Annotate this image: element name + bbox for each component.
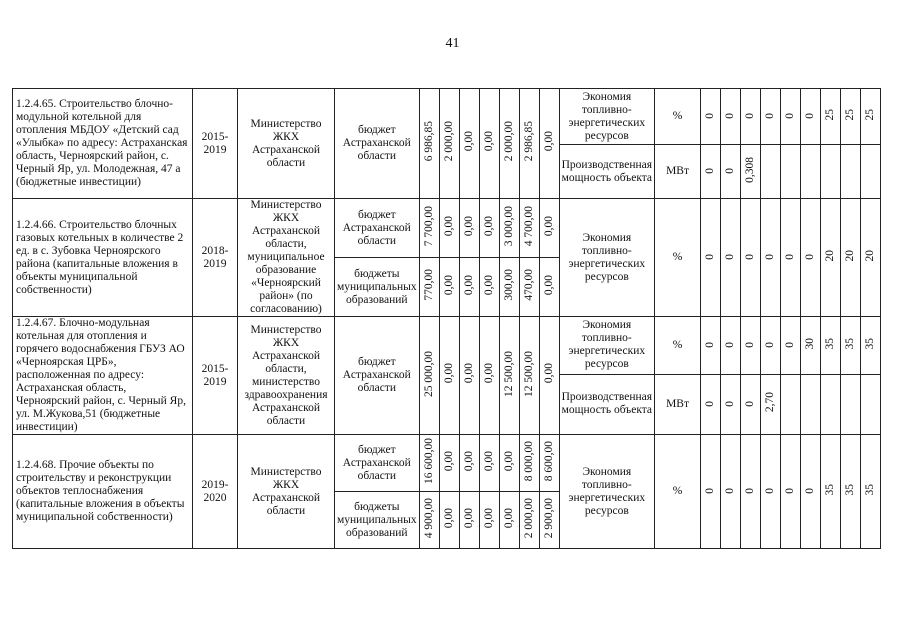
funding-amount-value: 8 000,00: [522, 440, 535, 482]
funding-amount-value: 2 986,85: [522, 121, 535, 162]
program-table: [12, 88, 881, 549]
indicator-value: [861, 435, 881, 549]
indicator-value: [761, 435, 781, 549]
indicator-value-value: 20: [844, 249, 857, 262]
indicator-value-value: 0: [764, 113, 777, 119]
indicator-value: [801, 435, 821, 549]
indicator-value: [741, 199, 761, 317]
executor: Министерство ЖКХ Астраханской области: [238, 89, 335, 199]
page-number: 41: [445, 36, 460, 51]
funding-amount-value: 12 500,00: [522, 350, 535, 397]
indicator-value: [861, 374, 881, 434]
funding-amount: [539, 492, 559, 549]
indicator-value-value: 0: [704, 168, 717, 174]
funding-amount: [439, 89, 459, 199]
funding-amount-value: 0,00: [462, 507, 475, 529]
indicator-value: [761, 145, 781, 199]
indicator-value-value: 0: [724, 254, 737, 260]
indicator-value: [821, 89, 841, 145]
funding-amount: [459, 435, 479, 492]
funding-amount: [479, 317, 499, 435]
funding-amount: [479, 199, 499, 258]
indicator-value-value: 0: [784, 113, 797, 119]
indicator-unit: %: [655, 199, 701, 317]
executor: Министерство ЖКХ Астраханской области, министерство здравоохранения Астраханской области: [238, 317, 335, 435]
funding-amount-value: 0,00: [442, 363, 455, 384]
funding-amount-value: 0,00: [442, 507, 455, 529]
funding-amount: [479, 435, 499, 492]
funding-amount-value: 0,00: [542, 215, 555, 237]
indicator-value-value: 0: [784, 254, 797, 260]
funding-source: бюджет Астраханской области: [335, 435, 420, 492]
indicator-name: Экономия топливно-энергетических ресурсов: [559, 89, 654, 145]
indicator-value: [781, 317, 801, 375]
funding-amount: [459, 317, 479, 435]
funding-amount-value: 0,00: [542, 131, 555, 152]
funding-amount-value: 2 000,00: [502, 121, 515, 162]
funding-amount: [419, 258, 439, 317]
indicator-value: [841, 317, 861, 375]
table-row: [13, 89, 881, 145]
funding-source: бюджеты муниципальных образований: [335, 258, 420, 317]
funding-amount-value: 470,00: [522, 269, 535, 301]
funding-amount-value: 0,00: [542, 274, 555, 296]
indicator-value-value: 0: [784, 488, 797, 494]
indicator-value-value: 0: [704, 401, 717, 407]
indicator-value-value: 0: [784, 342, 797, 348]
period-years: 2015-2019: [193, 89, 238, 199]
indicator-value: [781, 199, 801, 317]
funding-amount-value: 4 700,00: [522, 205, 535, 247]
indicator-value: [861, 199, 881, 317]
indicator-unit: %: [655, 317, 701, 375]
indicator-value: [701, 145, 721, 199]
funding-amount: [439, 317, 459, 435]
indicator-value-value: 0: [804, 488, 817, 494]
indicator-value: [701, 89, 721, 145]
indicator-value-value: 0: [724, 401, 737, 407]
indicator-value-value: 25: [824, 108, 837, 121]
indicator-value: [741, 374, 761, 434]
funding-amount-value: 2 900,00: [542, 497, 555, 539]
funding-amount: [499, 199, 519, 258]
funding-amount-value: 0,00: [462, 215, 475, 237]
indicator-value-value: 30: [804, 337, 817, 350]
indicator-value: [721, 317, 741, 375]
indicator-value: [821, 374, 841, 434]
indicator-value: [841, 199, 861, 317]
funding-amount: [539, 89, 559, 199]
indicator-name: Экономия топливно-энергетических ресурсов: [559, 199, 654, 317]
funding-amount: [439, 199, 459, 258]
indicator-value: [801, 89, 821, 145]
funding-amount: [519, 435, 539, 492]
indicator-value-value: 2,70: [764, 392, 777, 413]
indicator-value-value: 35: [864, 483, 877, 496]
indicator-value-value: 0: [744, 113, 757, 119]
funding-amount-value: 0,00: [462, 274, 475, 296]
indicator-value: [741, 317, 761, 375]
funding-amount-value: 16 600,00: [422, 438, 435, 484]
funding-amount: [519, 492, 539, 549]
table-row: [13, 199, 881, 258]
indicator-unit: МВт: [655, 145, 701, 199]
indicator-value: [841, 374, 861, 434]
funding-amount-value: 4 900,00: [422, 497, 435, 539]
funding-amount-value: 770,00: [422, 269, 435, 301]
indicator-value: [721, 435, 741, 549]
indicator-value: [821, 199, 841, 317]
measure-description: 1.2.4.68. Прочие объекты по строительству и реконструкции объектов теплоснабжения (капитальные вложения в объекты муниципальной собственности): [13, 435, 193, 549]
funding-amount-value: 0,00: [442, 215, 455, 237]
funding-amount: [539, 258, 559, 317]
funding-amount: [499, 317, 519, 435]
funding-amount-value: 0,00: [542, 363, 555, 384]
indicator-value: [701, 435, 721, 549]
funding-amount: [439, 492, 459, 549]
indicator-value: [861, 317, 881, 375]
funding-amount-value: 300,00: [502, 269, 515, 301]
funding-amount: [439, 258, 459, 317]
indicator-value-value: 35: [824, 483, 837, 496]
measure-description: 1.2.4.67. Блочно-модульная котельная для отопления и горячего водоснабжения ГБУЗ АО «Черноярская ЦРБ», расположенная по адресу: Астраханская область, Черноярский район, с. Черный Яр, ул. М.Жукова,51 (бюджетные инвестиции): [13, 317, 193, 435]
indicator-value: [701, 199, 721, 317]
funding-amount-value: 0,00: [482, 215, 495, 237]
funding-amount: [479, 492, 499, 549]
funding-amount: [459, 492, 479, 549]
funding-amount: [459, 89, 479, 199]
funding-amount: [419, 199, 439, 258]
funding-amount-value: 0,00: [482, 507, 495, 529]
funding-amount-value: 0,00: [442, 450, 455, 472]
indicator-value: [741, 145, 761, 199]
funding-amount-value: 2 000,00: [442, 121, 455, 162]
indicator-value-value: 35: [824, 337, 837, 350]
indicator-value-value: 0: [724, 168, 737, 174]
funding-amount-value: 8 600,00: [542, 440, 555, 482]
indicator-value: [801, 145, 821, 199]
indicator-value-value: 0: [724, 113, 737, 119]
indicator-value-value: 0: [724, 488, 737, 494]
funding-amount: [539, 199, 559, 258]
indicator-value: [801, 317, 821, 375]
funding-amount: [419, 435, 439, 492]
funding-amount-value: 0,00: [482, 274, 495, 296]
indicator-value-value: 0: [704, 113, 717, 119]
period-years: 2018-2019: [193, 199, 238, 317]
indicator-value: [741, 435, 761, 549]
indicator-value: [781, 374, 801, 434]
indicator-value: [821, 317, 841, 375]
funding-amount-value: 25 000,00: [422, 350, 435, 397]
indicator-name: Экономия топливно-энергетических ресурсов: [559, 435, 654, 549]
funding-amount-value: 12 500,00: [502, 350, 515, 397]
funding-amount-value: 0,00: [502, 507, 515, 529]
funding-amount-value: 2 000,00: [522, 497, 535, 539]
indicator-value: [721, 199, 741, 317]
indicator-value: [801, 199, 821, 317]
indicator-value: [741, 89, 761, 145]
indicator-value: [701, 317, 721, 375]
indicator-value: [781, 89, 801, 145]
indicator-value: [721, 89, 741, 145]
period-years: 2019-2020: [193, 435, 238, 549]
funding-amount-value: 3 000,00: [502, 205, 515, 247]
indicator-value: [761, 317, 781, 375]
indicator-name: Экономия топливно-энергетических ресурсов: [559, 317, 654, 375]
indicator-value-value: 0: [744, 254, 757, 260]
funding-amount: [539, 435, 559, 492]
funding-amount: [419, 317, 439, 435]
funding-amount-value: 6 986,85: [422, 121, 435, 162]
indicator-value: [721, 374, 741, 434]
indicator-value-value: 25: [864, 108, 877, 121]
indicator-value-value: 0: [764, 488, 777, 494]
funding-source: бюджет Астраханской области: [335, 89, 420, 199]
funding-source: бюджет Астраханской области: [335, 199, 420, 258]
funding-amount: [499, 435, 519, 492]
indicator-value-value: 0: [744, 488, 757, 494]
indicator-value: [761, 374, 781, 434]
funding-amount-value: 0,00: [482, 450, 495, 472]
funding-amount: [459, 199, 479, 258]
funding-amount: [519, 317, 539, 435]
table-row: [13, 317, 881, 375]
indicator-value: [841, 89, 861, 145]
funding-amount: [479, 89, 499, 199]
funding-amount: [499, 89, 519, 199]
indicator-value-value: 20: [824, 249, 837, 262]
indicator-unit: %: [655, 435, 701, 549]
indicator-value: [781, 435, 801, 549]
indicator-value-value: 0: [704, 488, 717, 494]
measure-description: 1.2.4.65. Строительство блочно-модульной котельной для отопления МБДОУ «Детский сад «Улыбка» по адресу: Астраханская область, Черноярский район, с. Черный Яр, ул. Молодежная, 47 а (бюджетные инвестиции): [13, 89, 193, 199]
indicator-value-value: 0: [704, 254, 717, 260]
indicator-value-value: 0: [744, 401, 757, 407]
funding-amount-value: 0,00: [462, 450, 475, 472]
funding-amount-value: 0,00: [482, 131, 495, 152]
measure-description: 1.2.4.66. Строительство блочных газовых котельных в количестве 2 ед. в с. Зубовка Черноярского района (капитальные вложения в объекты муниципальной собственности): [13, 199, 193, 317]
indicator-name: Производственная мощность объекта: [559, 374, 654, 434]
funding-amount-value: 0,00: [442, 274, 455, 296]
funding-amount: [519, 89, 539, 199]
funding-amount: [419, 492, 439, 549]
funding-amount-value: 0,00: [462, 363, 475, 384]
indicator-value-value: 0: [724, 342, 737, 348]
funding-amount: [499, 258, 519, 317]
indicator-value-value: 0: [764, 254, 777, 260]
indicator-value-value: 20: [864, 249, 877, 262]
indicator-value: [721, 145, 741, 199]
indicator-value: [781, 145, 801, 199]
funding-amount: [519, 258, 539, 317]
indicator-value-value: 0: [804, 254, 817, 260]
indicator-value-value: 0: [764, 342, 777, 348]
indicator-value: [801, 374, 821, 434]
indicator-value-value: 35: [844, 337, 857, 350]
indicator-unit: МВт: [655, 374, 701, 434]
indicator-value-value: 35: [864, 337, 877, 350]
indicator-value: [841, 145, 861, 199]
funding-amount: [459, 258, 479, 317]
funding-amount: [499, 492, 519, 549]
indicator-value: [841, 435, 861, 549]
indicator-value: [861, 89, 881, 145]
funding-amount-value: 0,00: [482, 363, 495, 384]
funding-amount: [519, 199, 539, 258]
indicator-value: [761, 89, 781, 145]
table-row: [13, 435, 881, 492]
indicator-value: [761, 199, 781, 317]
executor: Министерство ЖКХ Астраханской области: [238, 435, 335, 549]
indicator-unit: %: [655, 89, 701, 145]
indicator-value-value: 0: [744, 342, 757, 348]
funding-amount: [419, 89, 439, 199]
funding-amount-value: 0,00: [462, 131, 475, 152]
indicator-value: [821, 145, 841, 199]
funding-source: бюджеты муниципальных образований: [335, 492, 420, 549]
indicator-value-value: 0,308: [744, 156, 757, 183]
indicator-name: Производственная мощность объекта: [559, 145, 654, 199]
indicator-value-value: 25: [844, 108, 857, 121]
funding-amount: [439, 435, 459, 492]
funding-amount: [479, 258, 499, 317]
executor: Министерство ЖКХ Астраханской области, муниципальное образование «Черноярский район» (по согласованию): [238, 199, 335, 317]
indicator-value-value: 35: [844, 483, 857, 496]
indicator-value: [861, 145, 881, 199]
indicator-value: [821, 435, 841, 549]
period-years: 2015-2019: [193, 317, 238, 435]
funding-amount-value: 7 700,00: [422, 205, 435, 247]
funding-amount-value: 0,00: [502, 450, 515, 472]
indicator-value-value: 0: [804, 113, 817, 119]
indicator-value-value: 0: [704, 342, 717, 348]
indicator-value: [701, 374, 721, 434]
funding-source: бюджет Астраханской области: [335, 317, 420, 435]
funding-amount: [539, 317, 559, 435]
